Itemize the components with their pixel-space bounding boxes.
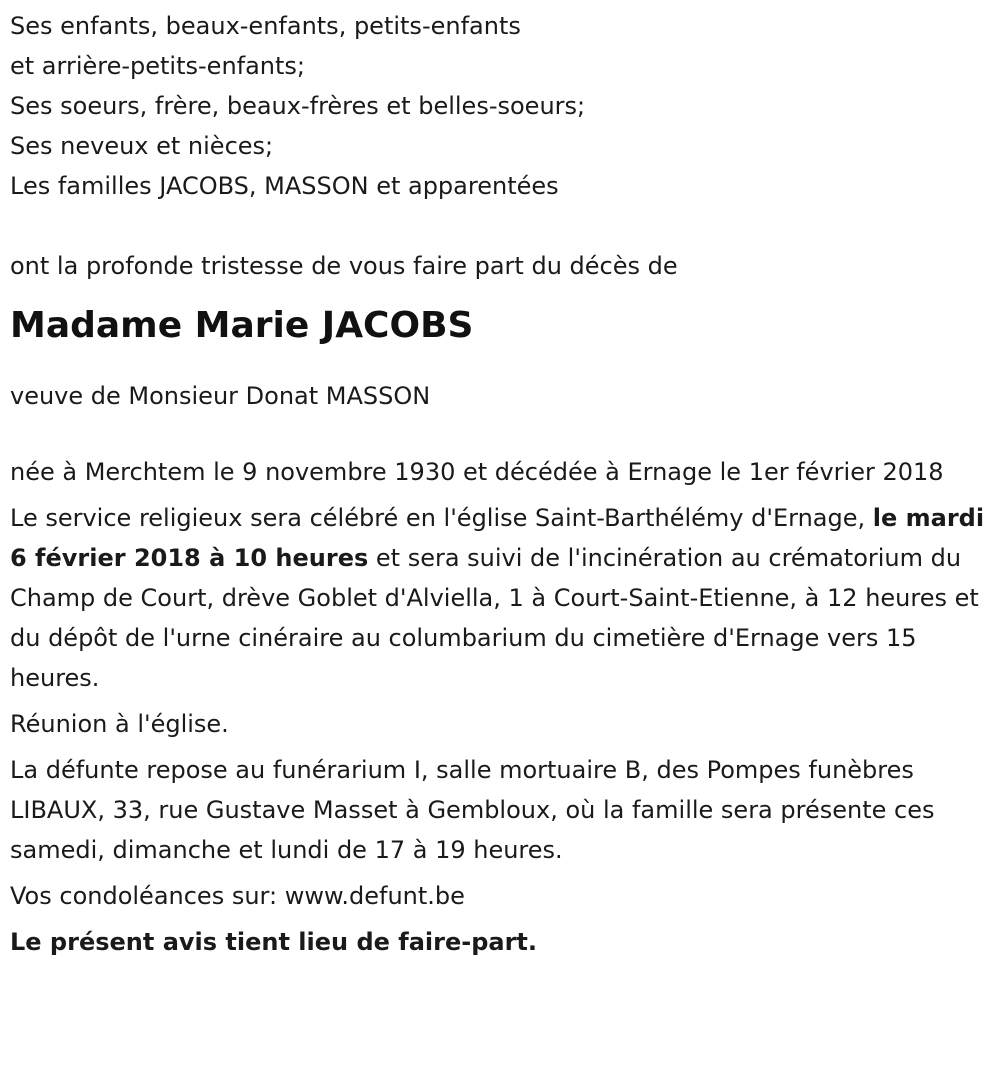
family-list	[10, 6, 990, 206]
family-line: Ses neveux et nièces;	[10, 132, 274, 160]
reunion-text: Réunion à l'église.	[10, 710, 229, 738]
family-line: Ses soeurs, frère, beaux-frères et belles-soeurs;	[10, 92, 586, 120]
widow-of-text: veuve de Monsieur Donat MASSON	[10, 382, 431, 410]
family-line: et arrière-petits-enfants;	[10, 52, 306, 80]
service-date-time: le mardi 6 février 2018 à 10 heures	[10, 504, 985, 572]
spacer	[10, 206, 990, 246]
family-line: Les familles JACOBS, MASSON et apparentées	[10, 172, 559, 200]
birth-death-text: née à Merchtem le 9 novembre 1930 et décédée à Ernage le 1er février 2018	[10, 458, 944, 486]
announcement-text: ont la profonde tristesse de vous faire part du décès de	[10, 252, 678, 280]
spacer	[10, 416, 990, 452]
service-paragraph	[10, 498, 990, 698]
family-line: Ses enfants, beaux-enfants, petits-enfants	[10, 12, 521, 40]
spacer	[10, 348, 990, 376]
notice-text: Le présent avis tient lieu de faire-part.	[10, 928, 538, 956]
service-rest: et sera suivi de l'incinération au crématorium du Champ de Court, drève Goblet d'Alviella, 1 à Court-Saint-Etienne, à 12 heures et du dépôt de l'urne cinéraire au columbarium du cimetière d'Ernage vers 15 heures.	[10, 544, 979, 692]
visitation-text: La défunte repose au funérarium I, salle mortuaire B, des Pompes funèbres LIBAUX, 33, rue Gustave Masset à Gembloux, où la famille sera présente ces samedi, dimanche et lundi de 17 à 19 heures.	[10, 756, 935, 864]
deceased-name: Madame Marie JACOBS	[10, 305, 474, 346]
service-intro: Le service religieux sera célébré en l'église Saint-Barthélémy d'Ernage,	[10, 504, 873, 532]
condolences-text: Vos condoléances sur: www.defunt.be	[10, 882, 465, 910]
